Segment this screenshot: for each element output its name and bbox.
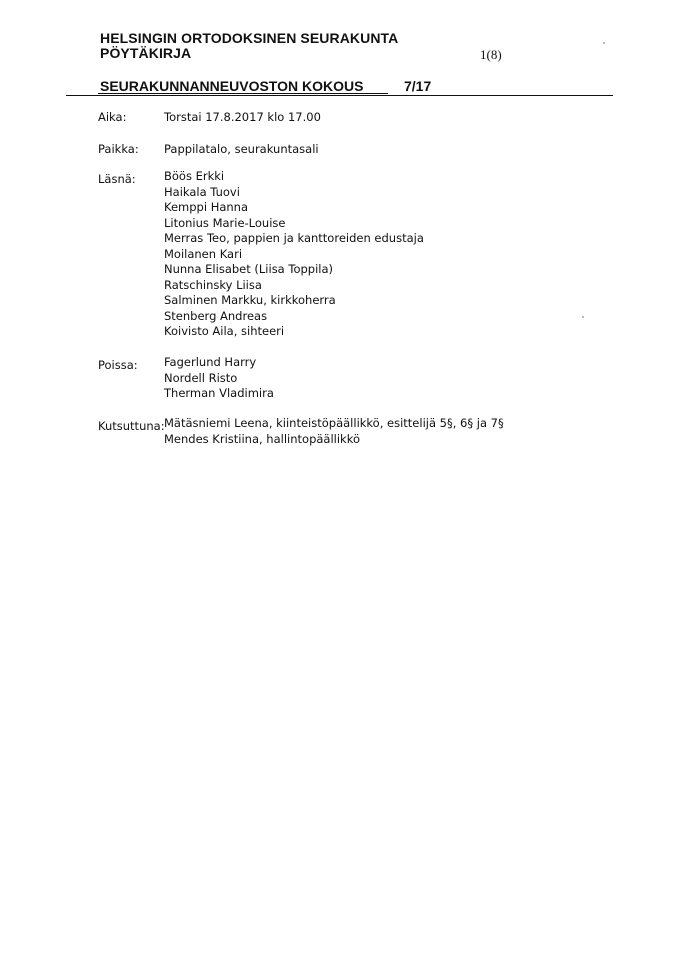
list-item: Ratschinsky Liisa <box>164 277 262 292</box>
absent-list <box>164 355 274 402</box>
list-item: Mätäsniemi Leena, kiinteistöpäällikkö, esittelijä 5§, 6§ ja 7§ <box>164 416 504 430</box>
scan-speck <box>603 42 605 44</box>
list-item: Böös Erkki <box>164 169 225 183</box>
list-item: Moilanen Kari <box>164 246 243 261</box>
document-type: PÖYTÄKIRJA <box>100 45 192 61</box>
absent-label: Poissa: <box>98 358 138 372</box>
list-item: Nunna Elisabet (Liisa Toppila) <box>164 262 334 276</box>
list-item: Kemppi Hanna <box>164 200 249 214</box>
list-item: Haikala Tuovi <box>164 184 240 199</box>
place-value: Pappilatalo, seurakuntasali <box>164 142 319 156</box>
meeting-title: SEURAKUNNANNEUVOSTON KOKOUS <box>100 78 364 94</box>
time-label: Aika: <box>98 110 127 124</box>
scan-speck <box>582 316 584 318</box>
place-label: Paikka: <box>98 142 139 156</box>
list-item: Nordell Risto <box>164 370 238 385</box>
list-item: Therman Vladimira <box>164 386 274 400</box>
list-item: Merras Teo, pappien ja kanttoreiden edustaja <box>164 231 424 245</box>
time-value: Torstai 17.8.2017 klo 17.00 <box>164 110 321 124</box>
list-item: Litonius Marie-Louise <box>164 215 286 230</box>
invited-label: Kutsuttuna: <box>98 419 165 433</box>
present-label: Läsnä: <box>98 172 136 186</box>
list-item: Salminen Markku, kirkkoherra <box>164 293 336 307</box>
list-item: Koivisto Aila, sihteeri <box>164 324 285 338</box>
list-item: Stenberg Andreas <box>164 308 268 323</box>
title-underline <box>98 93 388 94</box>
invited-list <box>164 416 504 447</box>
list-item: Mendes Kristiina, hallintopäällikkö <box>164 431 360 446</box>
meeting-number: 7/17 <box>404 78 432 94</box>
present-list <box>164 169 424 340</box>
page-number: 1(8) <box>480 47 502 62</box>
header-divider <box>66 95 613 96</box>
organization-name: HELSINGIN ORTODOKSINEN SEURAKUNTA <box>100 30 399 46</box>
list-item: Fagerlund Harry <box>164 355 257 369</box>
